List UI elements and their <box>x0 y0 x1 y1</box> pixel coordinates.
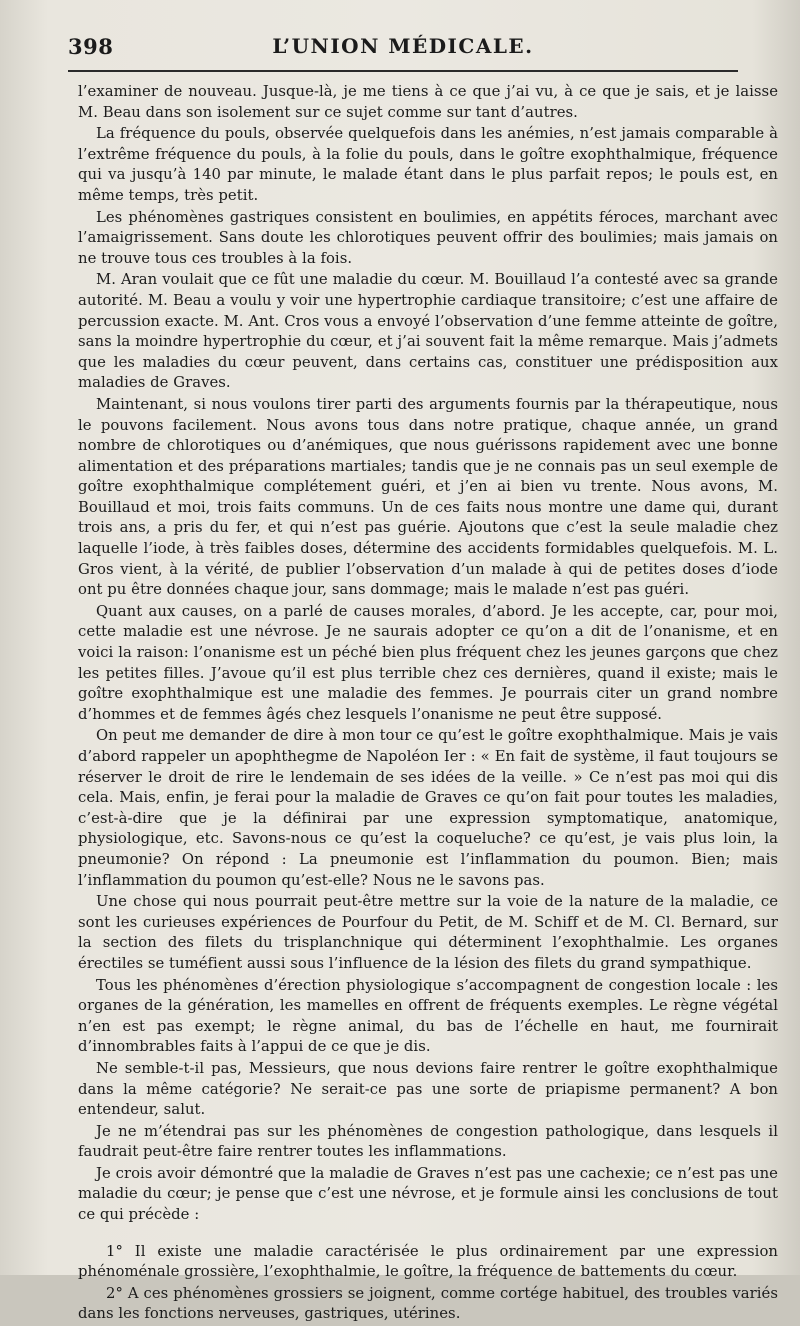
conclusion-item: 1° Il existe une maladie caractérisée le plus ordinairement par une expression phénoménale grossière, l’exophthalmie, le goître, la fréquence de battements du cœur. <box>78 1242 778 1281</box>
page-header <box>68 34 738 64</box>
running-title: L’UNION MÉDICALE. <box>272 34 534 58</box>
paragraph: M. Aran voulait que ce fût une maladie du cœur. M. Bouillaud l’a contesté avec sa grande autorité. M. Beau a voulu y voir une hypertrophie cardiaque transitoire; c’est une affaire de percussion exacte. M. Ant. Cros vous a envoyé l’observation d’une femme atteinte de goître, sans la moindre hypertrophie du cœur, et j’ai souvent fait la même remarque. Mais j’admets que les maladies du cœur peuvent, dans certains cas, constituer une prédisposition aux maladies de Graves. <box>78 271 778 392</box>
paragraph: Quant aux causes, on a parlé de causes morales, d’abord. Je les accepte, car, pour moi, cette maladie est une névrose. Je ne saurais adopter ce qu’on a dit de l’onanisme, et en voici la raison: l’onanisme est un péché bien plus fréquent chez les jeunes garçons que chez les petites filles. J’avoue qu’il est plus terrible chez ces dernières, quand il existe; mais le goître exophthalmique est une maladie des femmes. Je pourrais citer un grand nombre d’hommes et de femmes âgés chez lesquels l’onanisme ne peut être supposé. <box>78 602 778 723</box>
paragraph: On peut me demander de dire à mon tour ce qu’est le goître exophthalmique. Mais je vais d’abord rappeler un apophthegme de Napoléon Ier : « En fait de système, il faut toujours se réserver le droit de rire le lendemain de ses idées de la veille. » Ce n’est pas moi qui dis cela. Mais, enfin, je ferai pour la maladie de Graves ce qu’on fait pour toutes les maladies, c’est-à-dire que je la définirai par une expression symptomatique, anatomique, physiologique, etc. Savons-nous ce qu’est la coqueluche? ce qu’est, je vais plus loin, la pneumonie? On répond : La pneumonie est l’inflammation du poumon. Bien; mais l’inflammation du poumon qu’est-elle? Nous ne le savons pas. <box>78 727 778 889</box>
header-rule <box>68 70 738 72</box>
paragraph: Tous les phénomènes d’érection physiologique s’accompagnent de congestion locale : les organes de la génération, les mamelles en offrent de fréquents exemples. Le règne végétal n’en est pas exempt; le règne animal, du bas de l’échelle en haut, me fournirait d’innombrables faits à l’appui de ce que je dis. <box>78 976 778 1056</box>
paragraph: l’examiner de nouveau. Jusque-là, je me tiens à ce que j’ai vu, à ce que je sais, et je laisse M. Beau dans son isolement sur ce sujet comme sur tant d’autres. <box>78 83 778 121</box>
page-number: 398 <box>68 34 114 59</box>
paragraph: Une chose qui nous pourrait peut-être mettre sur la voie de la nature de la maladie, ce sont les curieuses expériences de Pourfour du Petit, de M. Schiff et de M. Cl. Bernard, sur la section des filets du trisplanchnique qui déterminent l’exophthalmie. Les organes érectiles se tuméfient aussi sous l’influence de la lésion des filets du grand sympathique. <box>78 893 778 972</box>
paragraph: Je ne m’étendrai pas sur les phénomènes de congestion pathologique, dans lesquels il faudrait peut-être faire rentrer toutes les inflammations. <box>78 1122 778 1161</box>
conclusion-item: 2° A ces phénomènes grossiers se joignent, comme cortége habituel, des troubles variés dans les fonctions nerveuses, gastriques, utérines. <box>78 1284 778 1323</box>
paragraph: Les phénomènes gastriques consistent en boulimies, en appétits féroces, marchant avec l’amaigrissement. Sans doute les chlorotiques peuvent offrir des boulimies; mais jamais on ne trouve tous ces troubles à la fois. <box>78 208 778 267</box>
paragraph: Ne semble-t-il pas, Messieurs, que nous devions faire rentrer le goître exophthalmique dans la même catégorie? Ne serait-ce pas une sorte de priapisme permanent? A bon entendeur, salut. <box>78 1059 778 1119</box>
paragraph: Je crois avoir démontré que la maladie de Graves n’est pas une cachexie; ce n’est pas une maladie du cœur; je pense que c’est une névrose, et je formule ainsi les conclusions de tout ce qui précède : <box>78 1164 778 1224</box>
paragraph: Maintenant, si nous voulons tirer parti des arguments fournis par la thérapeutique, nous le pouvons facilement. Nous avons tous dans notre pratique, chaque année, un grand nombre de chlorotiques ou d’anémiques, que nous guérissons rapidement avec une bonne alimentation et des préparations martiales; tandis que je ne connais pas un seul exemple de goître exophthalmique complétement guéri, et j’en ai bien vu trente. Nous avons, M. Bouillaud et moi, trois faits communs. Un de ces faits nous montre une dame qui, durant trois ans, a pris du fer, et qui n’est pas guérie. Ajoutons que c’est la seule maladie chez laquelle l’iode, à très faibles doses, détermine des accidents formidables quelquefois. M. L. Gros vient, à la vérité, de publier l’observation d’un malade à qui de petites doses d’iode ont pu être données chaque jour, sans dommage; mais le malade n’est pas guéri. <box>78 395 778 599</box>
paragraph: La fréquence du pouls, observée quelquefois dans les anémies, n’est jamais comparable à l’extrême fréquence du pouls, à la folie du pouls, dans le goître exophthalmique, fréquence qui va jusqu’à 140 par minute, le malade étant dans le plus parfait repos; le pouls est, en même temps, très petit. <box>78 125 778 204</box>
body-text <box>78 82 778 1326</box>
